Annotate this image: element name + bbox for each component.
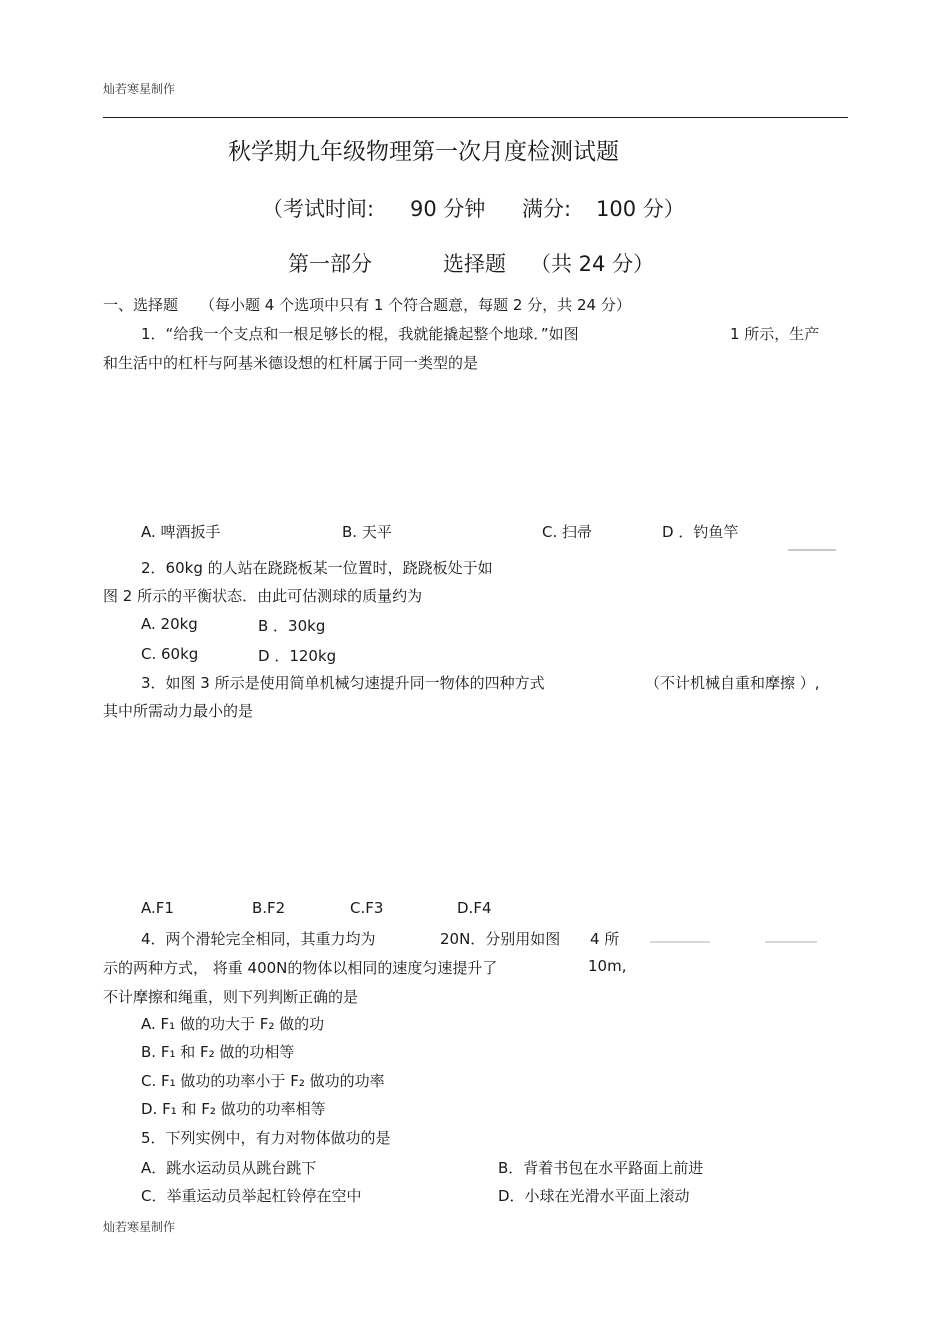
- q3-option-c: C.F3: [350, 899, 384, 917]
- exam-score-value: 100 分）: [596, 197, 685, 221]
- q2-line1: 2．60kg 的人站在跷跷板某一位置时，跷跷板处于如: [141, 559, 493, 577]
- q4-line1c: 4 所: [590, 930, 620, 948]
- header-rule: [103, 117, 848, 118]
- q3-option-d: D.F4: [457, 899, 492, 917]
- q4-option-a: A. F₁ 做的功大于 F₂ 做的功: [141, 1015, 325, 1033]
- q1-line2: 和生活中的杠杆与阿基米德设想的杠杆属于同一类型的是: [103, 354, 479, 372]
- q5-line1: 5．下列实例中，有力对物体做功的是: [141, 1129, 391, 1147]
- q5-option-d: D．小球在光滑水平面上滚动: [498, 1187, 690, 1205]
- exam-score-label: 满分:: [522, 197, 572, 221]
- q2-option-d: D ．120kg: [258, 647, 337, 665]
- page-footer: 灿若寒星制作: [103, 1220, 176, 1234]
- q3-option-b: B.F2: [252, 899, 286, 917]
- q4-line2b: 10m,: [588, 957, 627, 975]
- q4-option-d: D. F₁ 和 F₂ 做功的功率相等: [141, 1100, 326, 1118]
- q4-line2a: 示的两种方式， 将重 400N的物体以相同的速度匀速提升了: [103, 959, 498, 977]
- q4-line1b: 20N．分别用如图: [440, 930, 561, 948]
- q3-line1a: 3．如图 3 所示是使用简单机械匀速提升同一物体的四种方式: [141, 674, 545, 692]
- q5-option-a: A．跳水运动员从跳台跳下: [141, 1159, 317, 1177]
- q1-option-c: C. 扫帚: [542, 523, 593, 541]
- image-remnant-line: [650, 941, 710, 943]
- section-note: （每小题 4 个选项中只有 1 个符合题意，每题 2 分，共 24 分）: [200, 296, 631, 314]
- page-title: 秋学期九年级物理第一次月度检测试题: [228, 139, 619, 165]
- q1-option-a: A. 啤酒扳手: [141, 523, 221, 541]
- q2-option-c: C. 60kg: [141, 645, 199, 663]
- q1-option-b: B. 天平: [342, 523, 392, 541]
- q3-option-a: A.F1: [141, 899, 174, 917]
- q4-option-c: C. F₁ 做功的功率小于 F₂ 做功的功率: [141, 1072, 385, 1090]
- q2-option-a: A. 20kg: [141, 615, 198, 633]
- q3-line2: 其中所需动力最小的是: [103, 702, 254, 720]
- q4-line1a: 4．两个滑轮完全相同，其重力均为: [141, 930, 376, 948]
- part-name: 第一部分: [288, 252, 372, 276]
- q1-line1a: 1．“给我一个支点和一根足够长的棍，我就能撬起整个地球．”如图: [141, 325, 579, 343]
- section-heading: 一、选择题: [103, 296, 179, 314]
- q5-option-c: C．举重运动员举起杠铃停在空中: [141, 1187, 362, 1205]
- q4-option-b: B. F₁ 和 F₂ 做的功相等: [141, 1043, 295, 1061]
- part-section: 选择题: [443, 252, 506, 276]
- q1-line1b: 1 所示，生产: [730, 325, 820, 343]
- exam-time-value: 90 分钟: [410, 197, 486, 221]
- q3-line1b: （不计机械自重和摩擦 ）,: [645, 674, 820, 692]
- q2-option-b: B ．30kg: [258, 617, 326, 635]
- q5-option-b: B．背着书包在水平路面上前进: [498, 1159, 704, 1177]
- part-points: （共 24 分）: [530, 252, 655, 276]
- page-header: 灿若寒星制作: [103, 82, 176, 96]
- image-remnant-line: [765, 941, 817, 943]
- q1-option-d: D ．钓鱼竿: [662, 523, 739, 541]
- q4-line3: 不计摩擦和绳重，则下列判断正确的是: [103, 988, 359, 1006]
- q2-line2: 图 2 所示的平衡状态．由此可估测球的质量约为: [103, 587, 423, 605]
- exam-time-label: （考试时间:: [262, 197, 375, 221]
- image-remnant-line: [788, 549, 836, 551]
